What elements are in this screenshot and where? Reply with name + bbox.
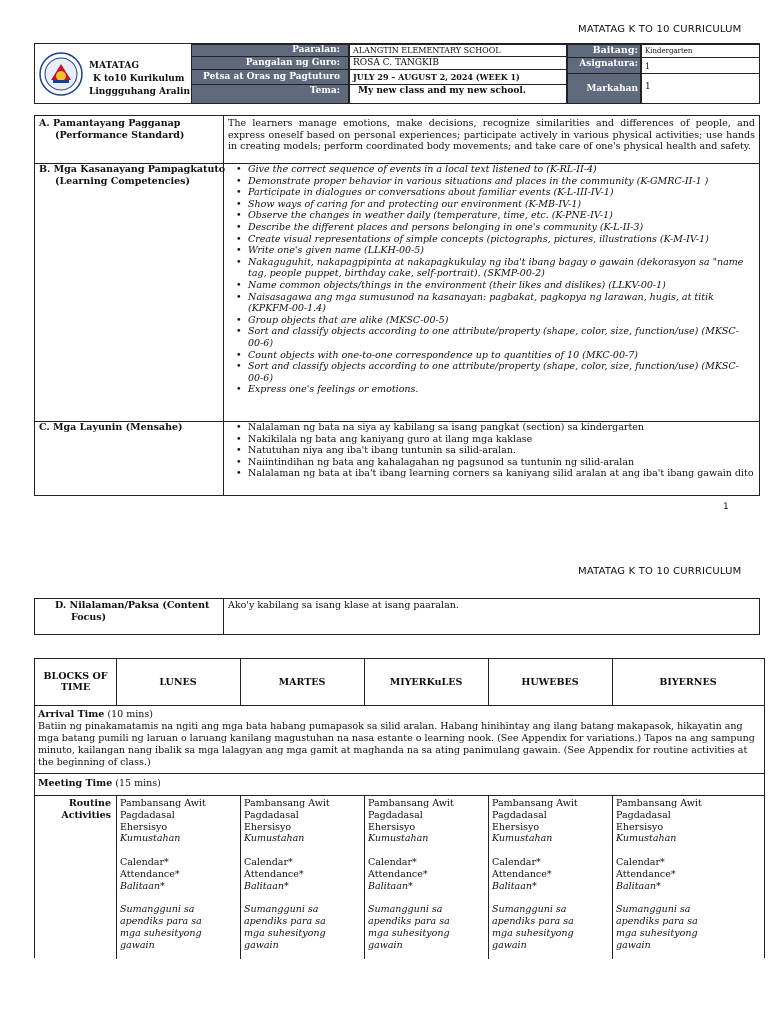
- meeting-title: Meeting Time: [38, 778, 113, 789]
- routine-line: Calendar*: [368, 856, 417, 868]
- list-item: • Participate in dialogues or conversations about familiar events (K-L-III-IV-1): [248, 187, 754, 199]
- routine-line: Balitaan*: [368, 880, 413, 892]
- routine-line: Kumustahan: [244, 833, 305, 845]
- routine-line: mga suhesityong: [368, 927, 450, 939]
- routine-line: Sumangguni sa: [616, 904, 691, 916]
- tema-label: Tema:: [191, 84, 349, 104]
- list-item: • Name common objects/things in the environment (their likes and dislikes) (LLKV-00-1): [248, 280, 754, 292]
- tema-value: My new class and my new school.: [349, 84, 567, 104]
- routine-line: Balitaan*: [492, 880, 537, 892]
- routine-line: apendiks para sa: [368, 915, 450, 927]
- guro-value: ROSA C. TANGKIB: [349, 56, 567, 70]
- content-focus-text: Ako'y kabilang sa isang klase at isang paaralan.: [228, 600, 459, 611]
- routine-line: Attendance*: [616, 868, 676, 880]
- arrival-time-block: [38, 709, 758, 769]
- petsa-value: JULY 29 – AUGUST 2, 2024 (WEEK 1): [349, 69, 567, 85]
- routine-line: Balitaan*: [616, 880, 661, 892]
- day-header-huwebes: HUWEBES: [521, 677, 579, 688]
- section-b-label: [39, 164, 225, 188]
- paaralan-label: Paaralan:: [191, 44, 349, 57]
- curriculum-header-page-2: MATATAG K TO 10 CURRICULUM: [578, 566, 742, 577]
- header-table: [34, 43, 760, 104]
- performance-standard-text: The learners manage emotions, make decisions, recognize similarities and differences of people, and express oneself based on personal experiences; participate actively in various physical activities; use hands in creating models; perform coordinated body movements; and take care of one's physical health and safety.: [228, 118, 755, 153]
- day-header-miyerkules: MIYERKuLES: [389, 677, 463, 688]
- meeting-duration: (15 mins): [112, 778, 161, 789]
- arrival-title: Arrival Time: [38, 709, 105, 720]
- list-item: • Give the correct sequence of events in a local text listened to (K-RL-II-4): [248, 164, 754, 176]
- routine-line: Attendance*: [492, 868, 552, 880]
- markahan-value: 1: [641, 73, 760, 104]
- list-item: • Group objects that are alike (MKSC-00-5): [248, 315, 754, 327]
- baitang-label: Baitang:: [567, 44, 641, 58]
- meeting-time-block: [38, 778, 161, 790]
- brand-line-3: Linggguhang Aralin: [89, 87, 190, 97]
- paaralan-value: ALANGTIN ELEMENTARY SCHOOL: [349, 44, 567, 57]
- routine-line: Ehersisyo: [492, 821, 540, 833]
- routine-line: Pambansang Awit: [244, 798, 330, 809]
- page-number: 1: [723, 502, 729, 512]
- list-item: • Nakikilala ng bata ang kaniyang guro at ilang mga kaklase: [248, 434, 754, 446]
- routine-line: Balitaan*: [244, 880, 289, 892]
- section-b-subtitle: (Learning Competencies): [55, 176, 191, 187]
- blocks-label-line-2: TIME: [60, 682, 91, 693]
- routine-line: Pagdadasal: [244, 809, 299, 821]
- list-item: • Sort and classify objects according to one attribute/property (shape, color, size, function/use) (MKSC-00-6): [248, 361, 754, 384]
- day-header-martes: MARTES: [278, 677, 326, 688]
- blocks-label-line-1: BLOCKS OF: [43, 671, 108, 682]
- routine-line: mga suhesityong: [120, 927, 202, 939]
- asignatura-value: 1: [641, 57, 760, 74]
- routine-line: Pambansang Awit: [492, 798, 578, 809]
- section-a-subtitle: (Performance Standard): [55, 130, 185, 141]
- routine-line: Pagdadasal: [368, 809, 423, 821]
- routine-cell-lunes: [120, 798, 206, 951]
- petsa-label: Petsa at Oras ng Pagtuturo: [191, 69, 349, 85]
- routine-cell-miyerkules: [368, 798, 454, 951]
- routine-line: Ehersisyo: [368, 821, 416, 833]
- routine-line: mga suhesityong: [616, 927, 698, 939]
- routine-line: Pagdadasal: [120, 809, 175, 821]
- routine-line: Calendar*: [492, 856, 541, 868]
- routine-line: Attendance*: [120, 868, 180, 880]
- routine-line: Kumustahan: [616, 833, 677, 845]
- routine-line: gawain: [120, 939, 155, 951]
- competency-list: [234, 164, 754, 396]
- section-a-title: A. Pamantayang Pagganap: [39, 118, 181, 129]
- list-item: • Nalalaman ng bata at iba't ibang learning corners sa kaniyang silid aralan at ang iba't ibang gawain dito: [248, 468, 754, 480]
- routine-activities-label: [35, 798, 111, 822]
- baitang-value: Kindergarten: [641, 44, 760, 58]
- routine-line: Sumangguni sa: [120, 904, 195, 916]
- deped-seal-icon: [39, 52, 83, 96]
- list-item: • Nalalaman ng bata na siya ay kabilang sa isang pangkat (section) sa kindergarten: [248, 422, 754, 434]
- routine-label-line-1: Routine: [68, 798, 111, 809]
- routine-line: gawain: [616, 939, 651, 951]
- blocks-of-time-header: [35, 671, 116, 693]
- routine-line: Kumustahan: [368, 833, 429, 845]
- curriculum-header: MATATAG K TO 10 CURRICULUM: [578, 24, 742, 35]
- list-item: • Naiintindihan ng bata ang kahalagahan ng pagsunod sa tuntunin ng silid-aralan: [248, 457, 754, 469]
- list-item: • Observe the changes in weather daily (temperature, time, etc. (K-PNE-IV-1): [248, 210, 754, 222]
- objectives-list: [234, 422, 754, 480]
- list-item: • Describe the different places and persons belonging in one's community (K-L-II-3): [248, 222, 754, 234]
- list-item: • Create visual representations of simple concepts (pictographs, pictures, illustrations (K-M-IV-1): [248, 234, 754, 246]
- content-focus-table: [34, 598, 760, 635]
- routine-line: Calendar*: [120, 856, 169, 868]
- brand-line-2: K to10 Kurikulum: [93, 74, 185, 84]
- section-b-title: B. Mga Kasanayang Pampagkatuto: [39, 164, 226, 175]
- routine-line: Pagdadasal: [492, 809, 547, 821]
- section-d-subtitle: Focus): [71, 612, 107, 623]
- list-item: • Count objects with one-to-one correspondence up to quantities of 10 (MKC-00-7): [248, 350, 754, 362]
- section-a-label: [39, 118, 184, 142]
- routine-line: mga suhesityong: [492, 927, 574, 939]
- routine-line: Pambansang Awit: [368, 798, 454, 809]
- list-item: • Sort and classify objects according to one attribute/property (shape, color, size, function/use) (MKSC-00-6): [248, 326, 754, 349]
- competencies-table: [34, 115, 760, 496]
- routine-line: Calendar*: [616, 856, 665, 868]
- routine-cell-huwebes: [492, 798, 578, 951]
- routine-line: Kumustahan: [492, 833, 553, 845]
- routine-label-line-2: Activities: [61, 810, 111, 821]
- routine-line: Sumangguni sa: [492, 904, 567, 916]
- routine-line: Ehersisyo: [616, 821, 664, 833]
- list-item: • Nakaguguhit, nakapagpipinta at nakapagkukulay ng iba't ibang bagay o gawain (dekorasyon sa "name tag, people puppet, birthday cake, self-portrait). (SKMP-00-2): [248, 257, 754, 280]
- list-item: • Express one's feelings or emotions.: [248, 384, 754, 396]
- routine-line: Attendance*: [244, 868, 304, 880]
- brand-block: [89, 60, 190, 99]
- arrival-duration: (10 mins): [104, 709, 153, 720]
- routine-line: apendiks para sa: [244, 915, 326, 927]
- routine-line: Sumangguni sa: [244, 904, 319, 916]
- routine-line: mga suhesityong: [244, 927, 326, 939]
- section-d-label: [55, 600, 209, 624]
- routine-line: gawain: [244, 939, 279, 951]
- arrival-text: Batiin ng pinakamatamis na ngiti ang mga bata habang pumapasok sa silid aralan. Habang hinihintay ang ilang batang makapasok, hikayatin ang mga batang pumili ng laruan o laruang kanilang magustuhan na nasa estante o learning nook. (See Appendix for variations.) Tapos na ang sampung minuto, kailangan nang ibalik sa mga lalagyan ang mga gamit at maghanda na sa ating panimulang gawain. (See Appendix for routine activities at the beginning of class.): [38, 721, 755, 768]
- list-item: • Write one's given name (LLKH-00-5): [248, 245, 754, 257]
- routine-line: Pambansang Awit: [616, 798, 702, 809]
- day-header-lunes: LUNES: [159, 677, 197, 688]
- guro-label: Pangalan ng Guro:: [191, 56, 349, 70]
- section-d-title: D. Nilalaman/Paksa (Content: [55, 600, 210, 611]
- list-item: • Natutuhan niya ang iba't ibang tuntunin sa silid-aralan.: [248, 445, 754, 457]
- day-header-biyernes: BIYERNES: [659, 677, 717, 688]
- routine-cell-martes: [244, 798, 330, 951]
- routine-cell-biyernes: [616, 798, 702, 951]
- list-item: • Demonstrate proper behavior in various situations and places in the community (K-GMRC-II-1 ): [248, 176, 754, 188]
- section-c-label: C. Mga Layunin (Mensahe): [39, 422, 183, 433]
- routine-line: Kumustahan: [120, 833, 181, 845]
- routine-line: Balitaan*: [120, 880, 165, 892]
- routine-line: apendiks para sa: [492, 915, 574, 927]
- routine-line: apendiks para sa: [616, 915, 698, 927]
- routine-line: Calendar*: [244, 856, 293, 868]
- asignatura-label: Asignatura:: [567, 57, 641, 74]
- list-item: • Naisasagawa ang mga sumusunod na kasanayan: pagbakat, pagkopya ng larawan, hugis, at titik (KPKFM-00-1.4): [248, 292, 754, 315]
- routine-line: Attendance*: [368, 868, 428, 880]
- routine-line: Sumangguni sa: [368, 904, 443, 916]
- routine-line: Ehersisyo: [244, 821, 292, 833]
- routine-line: gawain: [492, 939, 527, 951]
- routine-line: Pagdadasal: [616, 809, 671, 821]
- schedule-table: [34, 658, 765, 958]
- routine-line: Pambansang Awit: [120, 798, 206, 809]
- markahan-label: Markahan: [567, 73, 641, 104]
- routine-line: gawain: [368, 939, 403, 951]
- brand-line-1: MATATAG: [89, 61, 140, 71]
- routine-line: apendiks para sa: [120, 915, 202, 927]
- routine-line: Ehersisyo: [120, 821, 168, 833]
- list-item: • Show ways of caring for and protecting our environment (K-MB-IV-1): [248, 199, 754, 211]
